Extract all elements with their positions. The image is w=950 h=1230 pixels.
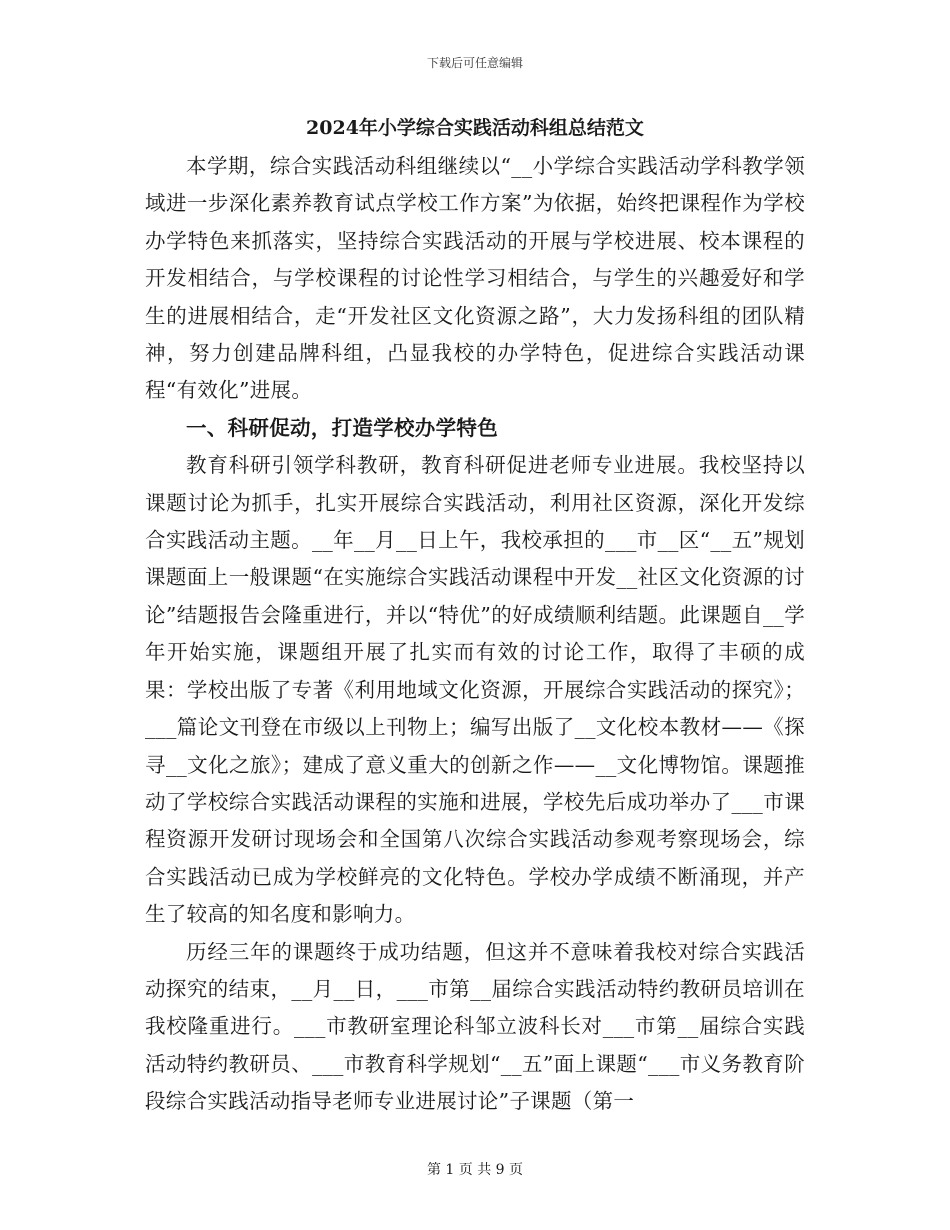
page-number: 第 1 页 共 9 页 xyxy=(426,1162,524,1178)
section-heading: 一、科研促动，打造学校办学特色 xyxy=(186,415,498,440)
paragraph-research: 教育科研引领学科教研，教育科研促进老师专业进展。我校坚持以课题讨论为抓手，扎实开展综合实践活动，利用社区资源，深化开发综合实践活动主题。__年__月__日上午，我校承担的___市__区“__五”规划课题面上一般课题“在实施综合实践活动课程中开发__社区文化资源的讨论”结题报告会隆重进行，并以“特优”的好成绩顺利结题。此课题自__学年开始实施，课题组开展了扎实而有效的讨论工作，取得了丰硕的成果：学校出版了专著《利用地域文化资源，开展综合实践活动的探究》；___篇论文刊登在市级以上刊物上；编写出版了__文化校本教材——《探寻__文化之旅》；建成了意义重大的创新之作——__文化博物馆。课题推动了学校综合实践活动课程的实施和进展，学校先后成功举办了___市课程资源开发研讨现场会和全国第八次综合实践活动参观考察现场会，综合实践活动已成为学校鲜亮的文化特色。学校办学成绩不断涌现，并产生了较高的知名度和影响力。 xyxy=(145,453,805,927)
paragraph-continuation: 历经三年的课题终于成功结题，但这并不意味着我校对综合实践活动探究的结束，__月__日，___市第__届综合实践活动特约教研员培训在我校隆重进行。___市教研室理论科邹立波科长对___市第__届综合实践活动特约教研员、___市教育科学规划“__五”面上课题“___市义务教育阶段综合实践活动指导老师专业进展讨论”子课题（第一 xyxy=(145,939,805,1114)
document-title: 2024年小学综合实践活动科组总结范文 xyxy=(306,117,644,139)
header-note: 下载后可任意编辑 xyxy=(426,56,523,70)
document-body xyxy=(145,148,805,1121)
paragraph-intro: 本学期，综合实践活动科组继续以“__小学综合实践活动学科教学领域进一步深化素养教育试点学校工作方案”为依据，始终把课程作为学校办学特色来抓落实，坚持综合实践活动的开展与学校进展、校本课程的开发相结合，与学校课程的讨论性学习相结合，与学生的兴趣爱好和学生的进展相结合，走“开发社区文化资源之路”，大力发扬科组的团队精神，努力创建品牌科组，凸显我校的办学特色，促进综合实践活动课程“有效化”进展。 xyxy=(145,154,805,403)
